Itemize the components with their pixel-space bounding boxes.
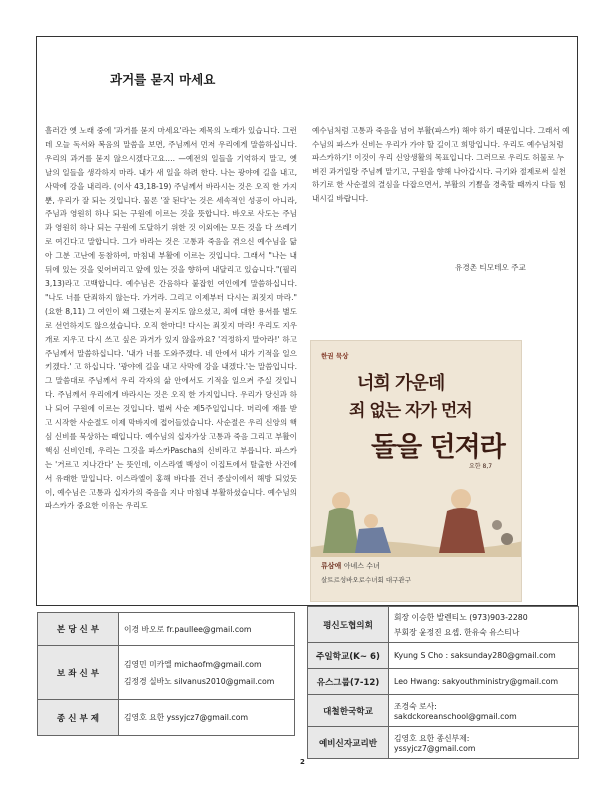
table-info-cell [119,613,295,646]
article-right-column [312,124,570,206]
page-number: 2 [300,758,305,766]
cover-title-line1: 너희 가운데 [357,373,445,394]
table-row [38,646,295,700]
table-row [38,700,295,736]
figure-head-icon [332,492,350,510]
contact-line: yssyjcz7@gmail.com [394,743,476,753]
contact-line: 김영민 미카엘 michaofm@gmail.com [124,659,262,669]
table-row [308,643,579,669]
table-info-cell [389,643,579,669]
contact-line: 김영호 요한 종신부제: [394,733,470,743]
contact-line: 조경숙 로사: [394,701,437,711]
table-row [308,607,579,643]
table-row [308,727,579,759]
article-left-column [45,124,297,513]
table-role-cell: 주일학교(K~ 6) [308,643,389,669]
table-role-cell: 예비신자교리반 [308,727,389,759]
table-row [308,669,579,695]
table-info-cell [119,700,295,736]
table-role-cell: 평신도협의회 [308,607,389,643]
book-cover-image [310,340,522,602]
table-info-cell [389,727,579,759]
figure-body-icon [323,508,359,553]
contact-line: 이경 바오로 fr.paullee@gmail.com [124,624,252,634]
table-role-cell: 종 신 부 제 [38,700,119,736]
cover-author [321,561,380,571]
lay-ministry-table [307,606,579,759]
cover-title-line2: 죄 없는 자가 먼저 [349,401,472,421]
cover-author-name: 류삼애 [321,562,342,570]
clergy-table [37,612,295,736]
table-info-cell [119,646,295,700]
contact-line: sakdckoreanschool@gmail.com [394,711,517,721]
cover-title-line3: 돌을 던져라 [371,432,505,463]
table-info-cell [389,695,579,727]
article-paragraph: 흘러간 옛 노래 중에 '과거를 묻지 마세요'라는 제목의 노래가 있습니다. 그런데 오늘 독서와 복음의 말씀을 보면, 주님께서 먼저 우리에게 말씀하십니다. 우리의 과거를 묻지 않으시겠다고요…. —예전의 일들을 기억하지 말고, 옛날의 일들을 생각하지 마라. 내가 새 일을 하려 한다. 나는 광야에 길을 내고, 사막에 강을 내리라. (이사 43,18-19) 주님께서 바라시는 것은 오직 한 가지뿐, 우리가 잘 되는 것입니다. 물론 '잘 된다'는 것은 세속적인 성공이 아니라, 주님과 영원히 하나 되는 구원에 이르는 것을 뜻합니다. 바오로 사도는 주님과 영원히 하나 되는 구원에 도달하기 위한 것 이외에는 모든 것을 다 쓰레기로 여긴다고 말합니다. 그가 바라는 것은 고통과 죽음을 겪으신 예수님을 닮아 그분 고난에 동참하여, 마침내 부활에 이르는 것입니다. 그래서 "나는 내 뒤에 있는 것을 잊어버리고 앞에 있는 것을 향하여 내달리고 있습니다."(필리 3,13)라고 고백합니다. 예수님은 간음하다 붙잡힌 여인에게 말씀하십니다. "나도 너를 단죄하지 않는다. 가거라. 그리고 이제부터 다시는 죄짓지 마라."(요한 8,11) 그 여인이 왜 그랬는지 묻지도 않으셨고, 죄에 대한 용서를 별도로 선언하지도 않으셨습니다. 오직 한마디! 다시는 죄짓지 마라! 우리도 지우개로 지우고 다시 쓰고 싶은 과거가 있지 않을까요? '걱정하지 말아라!' 하고 주님께서 말씀하십니다. '내가 너를 도와주겠다. 네 안에서 내가 기적을 일으키겠다.' 고 하십니다. '광야에 길을 내고 사막에 강을 내겠다.'는 말씀입니다. 그 말씀대로 주님께서 우리 각자의 삶 안에서도 기적을 일으켜 주실 것입니다. 주님께서 우리에게 바라시는 것은 오직 한 가지입니다. 우리가 당신과 하나 되어 구원에 이르는 것입니다. 벌써 사순 제5주일입니다. 머리에 재를 받고 시작한 사순절도 이제 막바지에 접어들었습니다. 사순절은 우리 신앙의 핵심 신비를 묵상하는 때입니다. 예수님의 십자가상 고통과 죽음 그리고 부활이 핵심 신비인데, 우리는 그것을 파스카Pascha의 신비라고 부릅니다. 파스카는 '거르고 지나간다' 는 뜻인데, 이스라엘 백성이 이집트에서 탈출한 사건에서 유래한 말입니다. 이스라엘이 홍해 바다를 건너 종살이에서 해방 되었듯이, 예수님은 고통과 십자가의 죽음을 지나 마침내 부활하셨습니다. 예수님의 파스카가 중요한 이유는 우리도 [45,126,297,511]
cover-author-title: 아녜스 수녀 [343,562,380,570]
table-info-cell [389,607,579,643]
table-role-cell: 본 당 신 부 [38,613,119,646]
cover-tag: 한권 묵상 [321,352,349,360]
table-role-cell: 대철한국학교 [308,695,389,727]
contact-line: 부회장 윤정진 요셉. 한유숙 유스티나 [394,627,520,637]
contact-line: Leo Hwang: sakyouthministry@gmail.com [394,677,559,686]
table-info-cell [389,669,579,695]
table-role-cell: 보 좌 신 부 [38,646,119,700]
article-title: 과거를 묻지 마세요 [110,72,216,87]
article-paragraph: 예수님처럼 고통과 죽음을 넘어 부활(파스카) 해야 하기 때문입니다. 그래서 예수님의 파스카 신비는 우리가 가야 할 길이고 희망입니다. 우리도 예수님처럼 파스카하기! 이것이 우리 신앙생활의 목표입니다. 그러므로 우리도 허물로 누벼진 과거일랑 주님께 맡기고, 구원을 향해 나아갑시다. 극기와 절제로써 실천하기로 한 사순절의 결심을 다잡으면서, 부활의 기쁨을 경축할 때까지 다들 힘내시길 바랍니다. [312,126,570,203]
article-author: 유경촌 티모테오 주교 [455,263,526,272]
cover-scripture-ref: 요한 8,7 [469,463,493,470]
contact-line: 김영호 요한 yssyjcz7@gmail.com [124,713,249,722]
table-row [308,695,579,727]
table-role-cell: 유스그룹(7-12) [308,669,389,695]
stone-icon [492,520,502,530]
cover-illustration [311,461,522,557]
contact-line: Kyung S Cho : saksunday280@gmail.com [394,651,556,660]
cover-publisher: 살트르성바오로수녀회 대구관구 [321,576,411,584]
contact-line: 김정경 실바노 silvanus2010@gmail.com [124,676,275,686]
table-row [38,613,295,646]
contact-line: 회장 이승한 발렌티노 (973)903-2280 [394,612,528,622]
